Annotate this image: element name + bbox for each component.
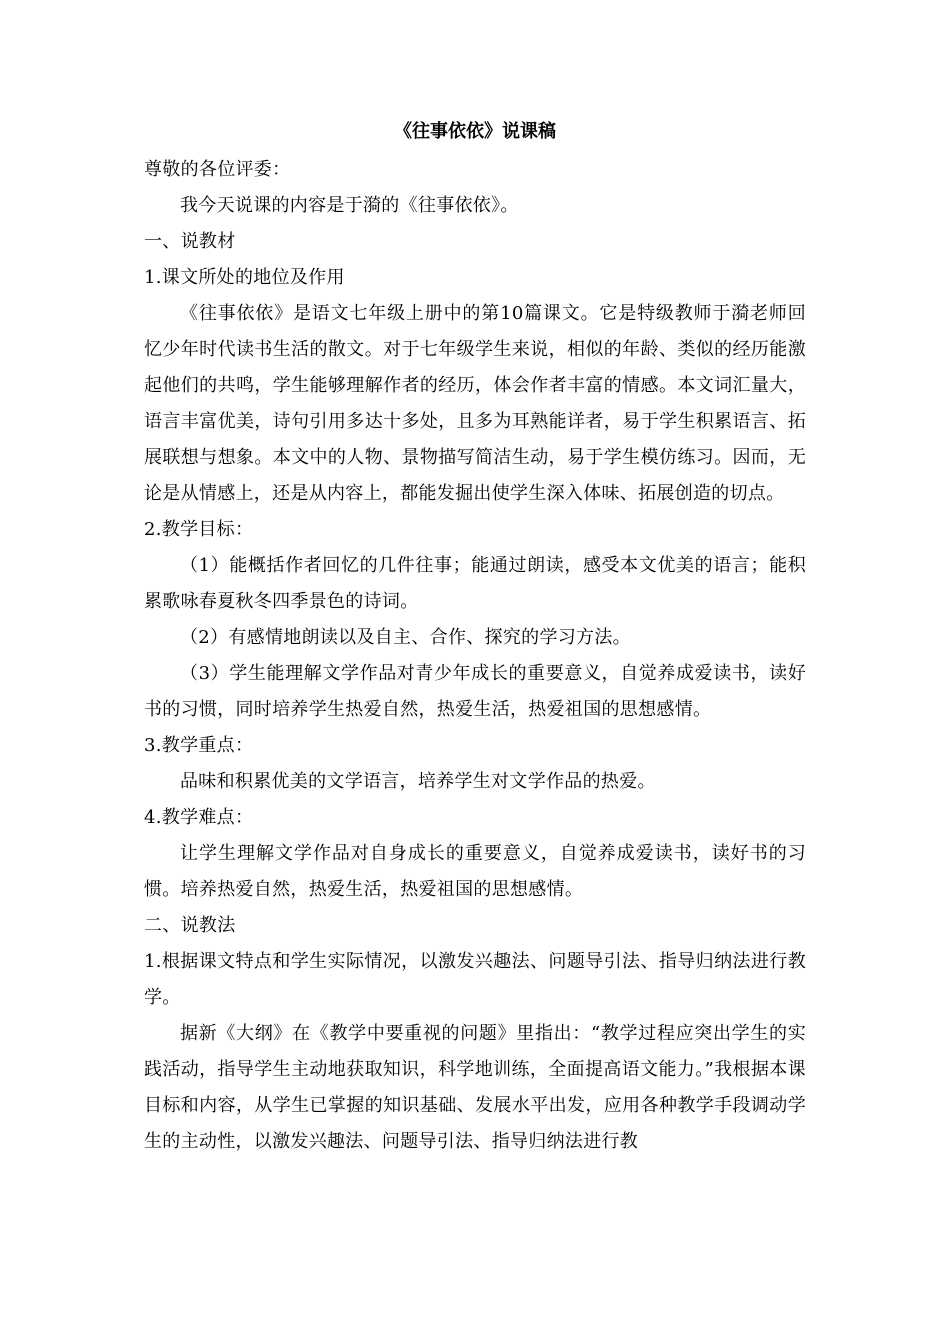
teaching-goal-1: （1）能概括作者回忆的几件往事；能通过朗读，感受本文优美的语言；能积累歌咏春夏秋冬四季景色的诗词。 (144, 555, 806, 612)
paragraph-teaching-methods-1: 1.根据课文特点和学生实际情况，以激发兴趣法、问题导引法、指导归纳法进行教学。 (144, 951, 806, 1008)
section-heading-teaching-methods: 二、说教法 (144, 915, 236, 936)
paragraph-key-points: 品味和积累优美的文学语言，培养学生对文学作品的热爱。 (180, 771, 656, 792)
teaching-goal-3: （3）学生能理解文学作品对青少年成长的重要意义，自觉养成爱读书，读好书的习惯，同时培养学生热爱自然，热爱生活，热爱祖国的思想感情。 (144, 663, 806, 720)
document-title: 《往事依依》说课稿 (394, 121, 556, 142)
subheading-status-and-role: 1.课文所处的地位及作用 (144, 267, 345, 288)
subheading-key-points: 3.教学重点： (144, 735, 254, 756)
intro-paragraph: 我今天说课的内容是于漪的《往事依依》。 (180, 195, 519, 216)
subheading-teaching-goals: 2.教学目标： (144, 519, 254, 540)
paragraph-status-and-role: 《往事依依》是语文七年级上册中的第10篇课文。它是特级教师于漪老师回忆少年时代读书生活的散文。对于七年级学生来说，相似的年龄、类似的经历能激起他们的共鸣，学生能够理解作者的经历，体会作者丰富的情感。本文词汇量大，语言丰富优美，诗句引用多达十多处，且多为耳熟能详者，易于学生积累语言、拓展联想与想象。本文中的人物、景物描写简洁生动，易于学生模仿练习。因而，无论是从情感上，还是从内容上，都能发掘出使学生深入体味、拓展创造的切点。 (144, 303, 806, 504)
paragraph-syllabus-quote: 据新《大纲》在《教学中要重视的问题》里指出：“教学过程应突出学生的实践活动，指导学生主动地获取知识，科学地训练，全面提高语文能力。”我根据本课目标和内容，从学生已掌握的知识基础、发展水平出发，应用各种教学手段调动学生的主动性，以激发兴趣法、问题导引法、指导归纳法进行教 (144, 1023, 806, 1152)
section-heading-teaching-material: 一、说教材 (144, 231, 236, 252)
document-page (144, 120, 806, 1160)
salutation: 尊敬的各位评委： (144, 159, 291, 180)
teaching-goal-2: （2）有感情地朗读以及自主、合作、探究的学习方法。 (180, 627, 631, 648)
paragraph-difficult-points: 让学生理解文学作品对自身成长的重要意义，自觉养成爱读书，读好书的习惯。培养热爱自然，热爱生活，热爱祖国的思想感情。 (144, 843, 806, 900)
subheading-difficult-points: 4.教学难点： (144, 807, 254, 828)
